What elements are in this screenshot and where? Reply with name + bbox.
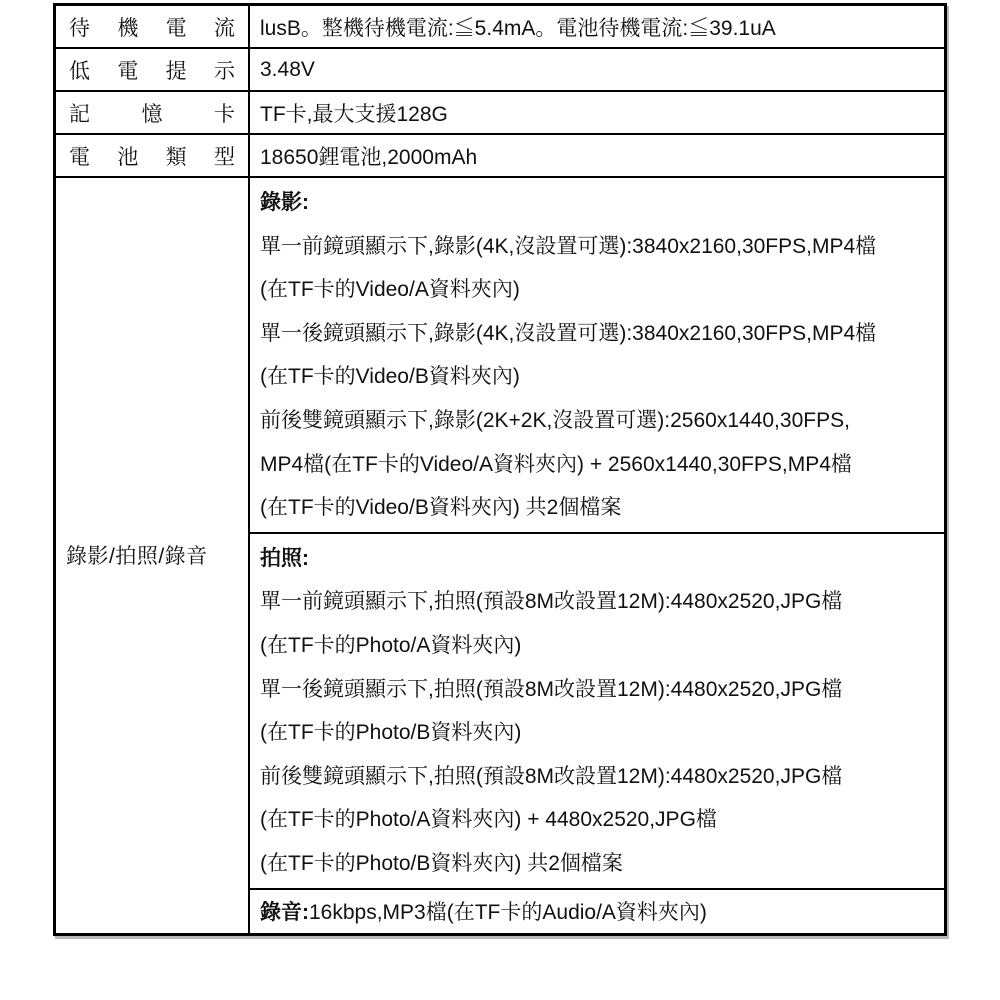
- video-section-heading: 錄影:: [260, 191, 309, 214]
- table-row: [55, 177, 946, 533]
- table-row: [55, 91, 946, 134]
- photo-line: (在TF卡的Photo/B資料夾內): [260, 721, 522, 745]
- photo-line: 前後雙鏡頭顯示下,拍照(預設8M改設置12M):4480x2520,JPG檔: [260, 764, 843, 788]
- table-row: [55, 134, 946, 177]
- table-row: [55, 5, 946, 49]
- audio-section-cell: [249, 889, 946, 935]
- photo-section-cell: [249, 533, 946, 889]
- video-section-cell: [249, 177, 946, 533]
- row-label-memory-card: 記 憶 卡: [55, 91, 250, 134]
- row-value-standby-current: lusB。整機待機電流:≦5.4mA。電池待機電流:≦39.1uA: [249, 5, 946, 49]
- photo-section-heading: 拍照:: [260, 546, 309, 570]
- photo-line: 單一前鏡頭顯示下,拍照(預設8M改設置12M):4480x2520,JPG檔: [260, 590, 843, 614]
- video-line: 單一前鏡頭顯示下,錄影(4K,沒設置可選):3840x2160,30FPS,MP4檔: [260, 234, 877, 258]
- video-line: MP4檔(在TF卡的Video/A資料夾內) + 2560x1440,30FPS,MP4檔: [260, 452, 852, 476]
- photo-line: 單一後鏡頭顯示下,拍照(預設8M改設置12M):4480x2520,JPG檔: [260, 677, 843, 701]
- table-row: [55, 48, 946, 91]
- row-value-memory-card: TF卡,最大支援128G: [249, 91, 946, 134]
- row-label-low-battery-alert: 低 電 提 示: [55, 48, 250, 91]
- spec-table: [53, 3, 947, 936]
- row-value-low-battery-alert: 3.48V: [249, 48, 946, 91]
- row-label-standby-current: 待 機 電 流: [55, 5, 250, 49]
- photo-line: (在TF卡的Photo/A資料夾內) + 4480x2520,JPG檔: [260, 808, 717, 832]
- video-line: (在TF卡的Video/B資料夾內) 共2個檔案: [260, 496, 622, 520]
- audio-section-text: 16kbps,MP3檔(在TF卡的Audio/A資料夾內): [309, 901, 707, 924]
- video-line: (在TF卡的Video/B資料夾內): [260, 365, 520, 389]
- video-line: 單一後鏡頭顯示下,錄影(4K,沒設置可選):3840x2160,30FPS,MP4檔: [260, 321, 877, 345]
- video-line: (在TF卡的Video/A資料夾內): [260, 278, 520, 302]
- row-value-battery-type: 18650鋰電池,2000mAh: [249, 134, 946, 177]
- video-line: 前後雙鏡頭顯示下,錄影(2K+2K,沒設置可選):2560x1440,30FPS,: [260, 408, 850, 432]
- photo-line: (在TF卡的Photo/A資料夾內): [260, 633, 522, 657]
- row-label-media: 錄影/拍照/錄音: [55, 177, 250, 934]
- audio-section-heading: 錄音:: [260, 901, 309, 924]
- photo-line: (在TF卡的Photo/B資料夾內) 共2個檔案: [260, 851, 623, 875]
- row-label-battery-type: 電 池 類 型: [55, 134, 250, 177]
